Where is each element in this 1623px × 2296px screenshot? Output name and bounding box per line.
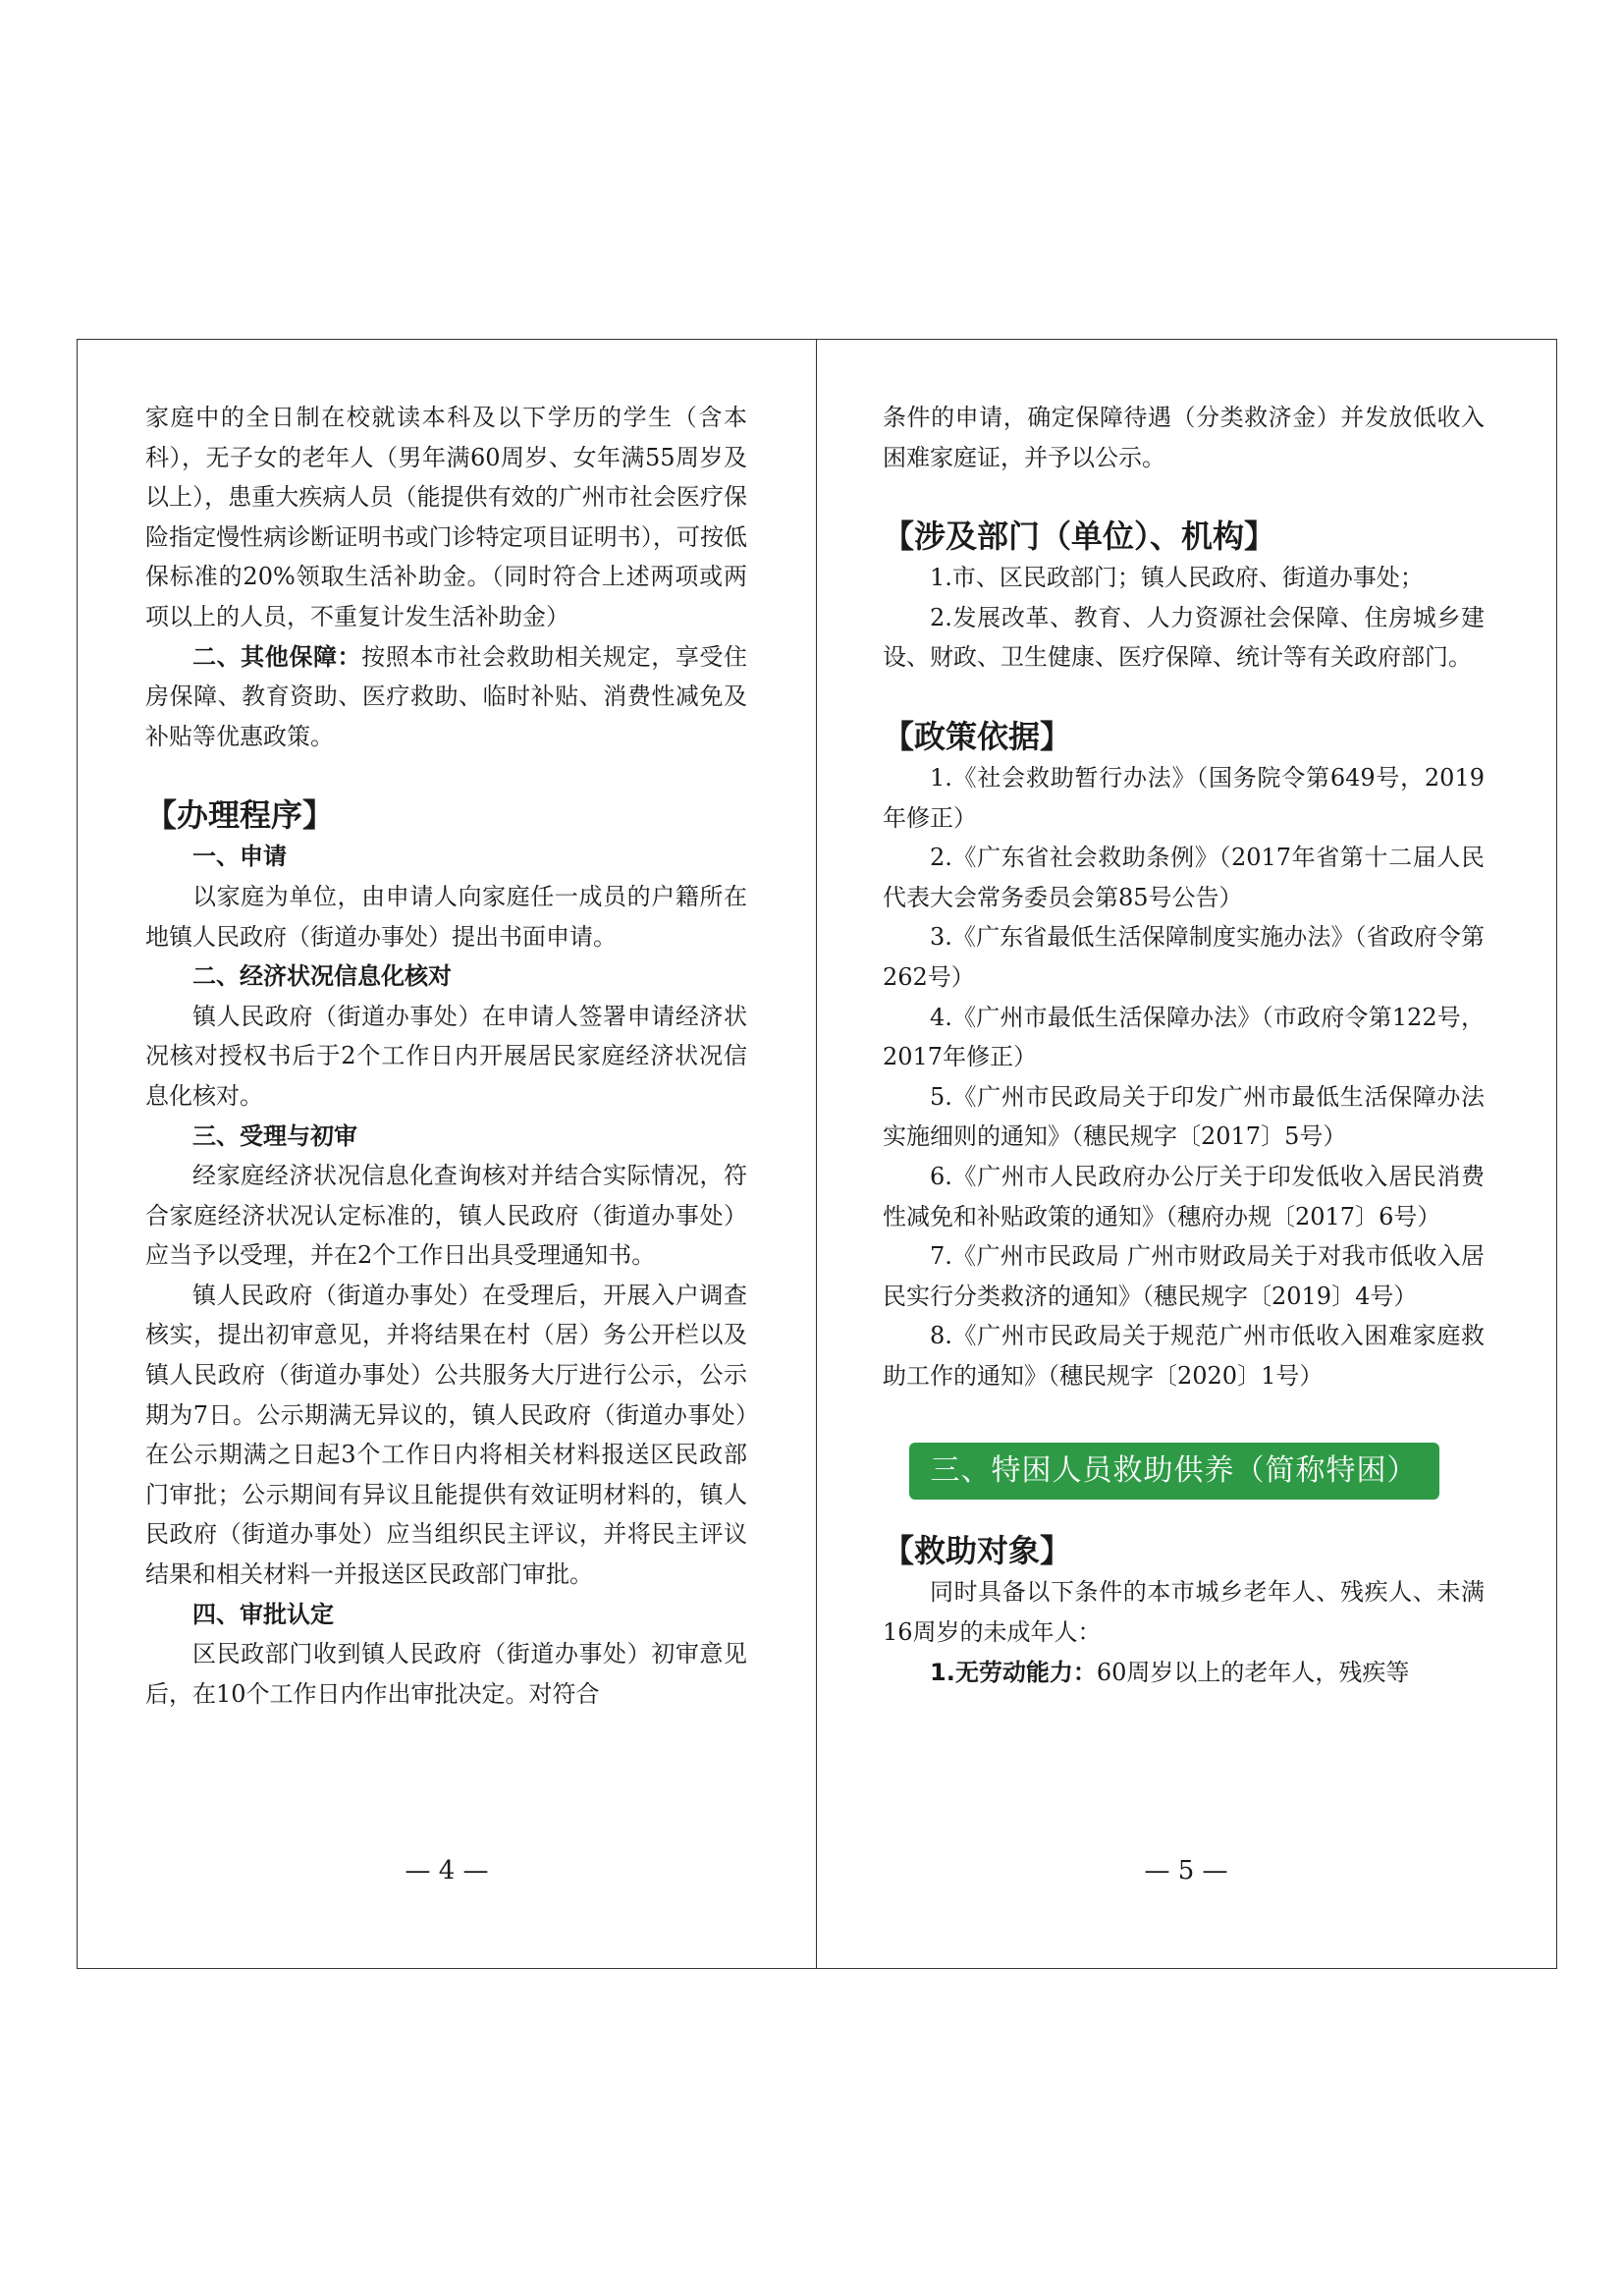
other-guarantee-label: 二、其他保障： — [192, 642, 362, 671]
policy-item-4: 4.《广州市最低生活保障办法》（市政府令第122号，2017年修正） — [883, 1003, 1485, 1071]
paragraph-continued: 条件的申请，确定保障待遇（分类救济金）并发放低收入困难家庭证，并予以公示。 — [883, 404, 1485, 471]
step-4-text: 区民政部门收到镇人民政府（街道办事处）初审意见后，在10个工作日内作出审批决定。对符合 — [145, 1640, 747, 1708]
policy-item-5: 5.《广州市民政局关于印发广州市最低生活保障办法实施细则的通知》（穗民规字〔2017〕5号） — [883, 1082, 1485, 1151]
target-text: 同时具备以下条件的本市城乡老年人、残疾人、未满16周岁的未成年人： — [883, 1578, 1485, 1647]
step-3-text-1: 经家庭经济状况信息化查询核对并结合实际情况，符合家庭经济状况认定标准的，镇人民政府（街道办事处）应当予以受理，并在2个工作日出具受理通知书。 — [145, 1162, 747, 1270]
step-2-title: 二、经济状况信息化核对 — [192, 962, 452, 991]
paragraph-other-guarantee — [145, 637, 747, 757]
step-2-text: 镇人民政府（街道办事处）在申请人签署申请经济状况核对授权书后于2个工作日内开展居民家庭经济状况信息化核对。 — [145, 1002, 747, 1110]
heading-procedure: 【办理程序】 — [145, 796, 335, 835]
right-page-text — [883, 398, 1485, 1692]
target-item-1 — [883, 1653, 1485, 1693]
policy-item-7: 7.《广州市民政局 广州市财政局关于对我市低收入居民实行分类救济的通知》（穗民规字〔2019〕4号） — [883, 1242, 1485, 1310]
policy-item-8: 8.《广州市民政局关于规范广州市低收入困难家庭救助工作的通知》（穗民规字〔2020〕1号） — [883, 1322, 1485, 1390]
heading-departments: 【涉及部门（单位）、机构】 — [883, 518, 1276, 556]
step-4-title: 四、审批认定 — [192, 1600, 334, 1628]
target-item-1-text: 60周岁以上的老年人，残疾等 — [1096, 1658, 1410, 1686]
target-item-1-label: 1.无劳动能力： — [930, 1658, 1097, 1686]
step-1-title: 一、申请 — [192, 843, 287, 871]
policy-item-3: 3.《广东省最低生活保障制度实施办法》（省政府令第262号） — [883, 923, 1485, 991]
step-3-text-2: 镇人民政府（街道办事处）在受理后，开展入户调查核实，提出初审意见，并将结果在村（居）务公开栏以及镇人民政府（街道办事处）公共服务大厅进行公示，公示期为7日。公示期满无异议的，镇人民政府（街道办事处）在公示期满之日起3个工作日内将相关材料报送区民政部门审批；公示期间有异议且能提供有效证明材料的，镇人民政府（街道办事处）应当组织民主评议，并将民主评议结果和相关材料一并报送区民政部门审批。 — [145, 1281, 747, 1589]
other-guarantee-text: 按照本市社会救助相关规定，享受住房保障、教育资助、医疗救助、临时补贴、消费性减免及补贴等优惠政策。 — [145, 642, 748, 750]
policy-item-1: 1.《社会救助暂行办法》（国务院令第649号，2019年修正） — [883, 763, 1485, 832]
heading-assistance-target: 【救助对象】 — [883, 1532, 1072, 1570]
page-number-right: — 5 — — [1144, 1856, 1228, 1886]
paragraph-subsidy: 家庭中的全日制在校就读本科及以下学历的学生（含本科），无子女的老年人（男年满60周岁、女年满55周岁及以上），患重大疾病人员（能提供有效的广州市社会医疗保险指定慢性病诊断证明书或门诊特定项目证明书），可按低保标准的20%领取生活补助金。（同时符合上述两项或两项以上的人员，不重复计发生活补助金） — [145, 404, 747, 630]
policy-item-6: 6.《广州市人民政府办公厅关于印发低收入居民消费性减免和补贴政策的通知》（穗府办规〔2017〕6号） — [883, 1162, 1485, 1230]
page-number-left: — 4 — — [405, 1856, 489, 1886]
left-page-text — [145, 398, 747, 1714]
department-item-1: 1.市、区民政部门；镇人民政府、街道办事处； — [930, 564, 1424, 592]
section-banner-wrap — [863, 1443, 1485, 1500]
page-divider — [816, 339, 817, 1969]
heading-policy-basis: 【政策依据】 — [883, 717, 1072, 755]
policy-item-2: 2.《广东省社会救助条例》（2017年省第十二届人民代表大会常务委员会第85号公告） — [883, 844, 1485, 911]
section-banner: 三、特困人员救助供养（简称特困） — [909, 1443, 1439, 1500]
department-item-2: 2.发展改革、教育、人力资源社会保障、住房城乡建设、财政、卫生健康、医疗保障、统计等有关政府部门。 — [883, 603, 1485, 672]
step-3-title: 三、受理与初审 — [192, 1121, 357, 1150]
step-1-text: 以家庭为单位，由申请人向家庭任一成员的户籍所在地镇人民政府（街道办事处）提出书面申请。 — [145, 882, 747, 951]
